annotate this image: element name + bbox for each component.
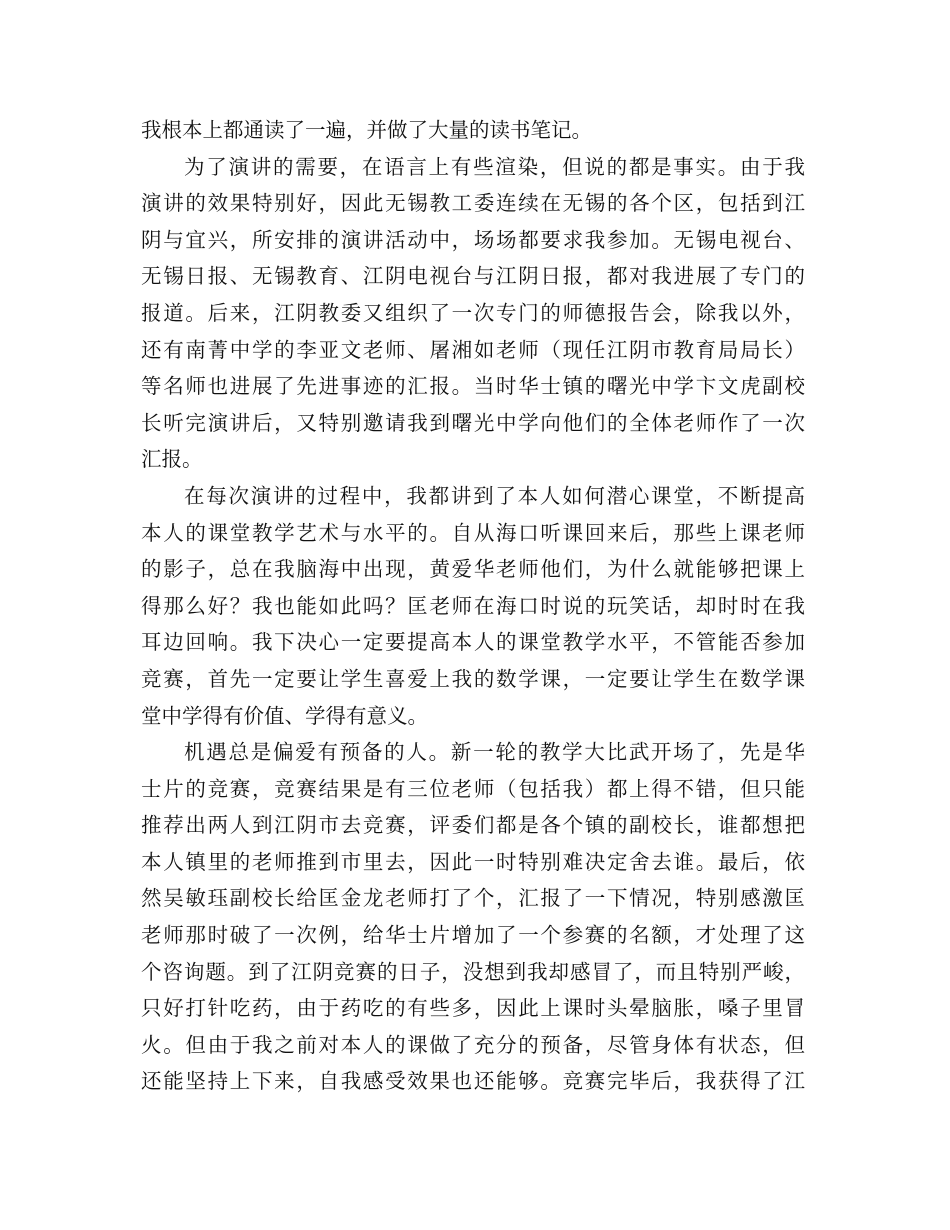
text-line: 只好打针吃药，由于药吃的有些多，因此上课时头晕脑胀，嗓子里冒	[141, 996, 805, 1021]
text-line: 堂中学得有价值、学得有意义。	[141, 703, 428, 728]
text-line: 本人的课堂教学艺术与水平的。自从海口听课回来后，那些上课老师	[141, 520, 805, 545]
text-line: 士片的竞赛，竞赛结果是有三位老师（包括我）都上得不错，但只能	[141, 776, 805, 801]
text-line: 演讲的效果特别好，因此无锡教工委连续在无锡的各个区，包括到江	[141, 191, 805, 216]
text-line: 长听完演讲后，又特别邀请我到曙光中学向他们的全体老师作了一次	[141, 410, 805, 435]
text-line: 还有南菁中学的李亚文老师、屠湘如老师（现任江阴市教育局局长）	[141, 337, 805, 362]
text-line: 推荐出两人到江阴市去竞赛，评委们都是各个镇的副校长，谁都想把	[141, 813, 805, 838]
body-text	[141, 112, 805, 1100]
text-line: 报道。后来，江阴教委又组织了一次专门的师德报告会，除我以外，	[141, 300, 805, 325]
text-line: 在每次演讲的过程中，我都讲到了本人如何潜心课堂，不断提高	[184, 483, 805, 508]
text-line: 汇报。	[141, 447, 203, 472]
text-line: 然吴敏珏副校长给匡金龙老师打了个，汇报了一下情况，特别感激匡	[141, 886, 805, 911]
text-line: 还能坚持上下来，自我感受效果也还能够。竞赛完毕后，我获得了江	[141, 1069, 805, 1094]
text-line: 火。但由于我之前对本人的课做了充分的预备，尽管身体有状态，但	[141, 1032, 805, 1057]
text-line: 为了演讲的需要，在语言上有些渲染，但说的都是事实。由于我	[184, 154, 805, 179]
text-line: 本人镇里的老师推到市里去，因此一时特别难决定舍去谁。最后，依	[141, 849, 805, 874]
text-line: 老师那时破了一次例，给华士片增加了一个参赛的名额，才处理了这	[141, 923, 805, 948]
text-line: 个咨询题。到了江阴竞赛的日子，没想到我却感冒了，而且特别严峻，	[141, 959, 805, 984]
text-line: 的影子，总在我脑海中出现，黄爱华老师他们，为什么就能够把课上	[141, 557, 805, 582]
text-line: 竞赛，首先一定要让学生喜爱上我的数学课，一定要让学生在数学课	[141, 666, 805, 691]
text-line: 耳边回响。我下决心一定要提高本人的课堂教学水平，不管能否参加	[141, 630, 805, 655]
text-line: 等名师也进展了先进事迹的汇报。当时华士镇的曙光中学卞文虎副校	[141, 374, 805, 399]
text-line: 我根本上都通读了一遍，并做了大量的读书笔记。	[141, 118, 592, 142]
text-line: 机遇总是偏爱有预备的人。新一轮的教学大比武开场了，先是华	[184, 740, 805, 765]
text-line: 无锡日报、无锡教育、江阴电视台与江阴日报，都对我进展了专门的	[141, 264, 805, 289]
text-line: 得那么好？我也能如此吗？匡老师在海口时说的玩笑话，却时时在我	[141, 593, 805, 618]
text-line: 阴与宜兴，所安排的演讲活动中，场场都要求我参加。无锡电视台、	[141, 227, 805, 252]
